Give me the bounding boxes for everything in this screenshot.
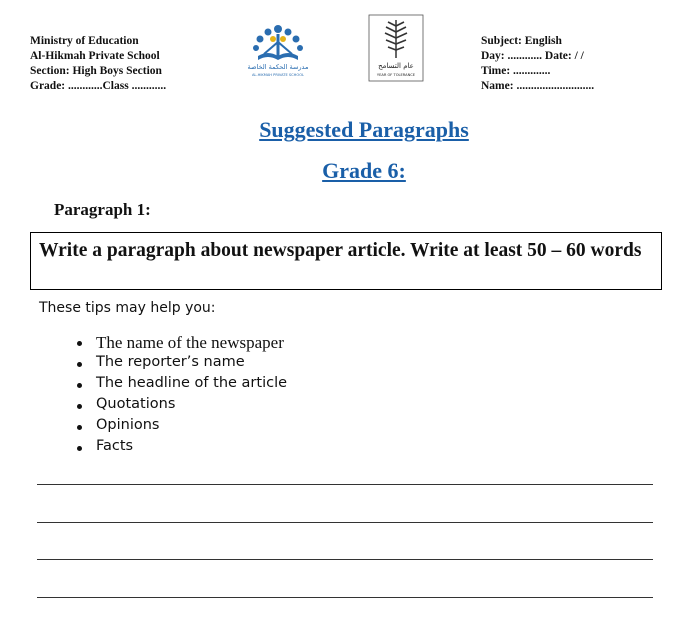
tips-list	[75, 333, 287, 459]
year-of-tolerance-logo	[368, 14, 424, 82]
writing-line[interactable]	[37, 484, 653, 485]
list-item: The name of the newspaper	[75, 333, 287, 354]
tolerance-arabic: عام التسامح	[378, 62, 414, 70]
task-box	[30, 232, 662, 290]
list-item: The reporter’s name	[75, 354, 287, 375]
grade-heading: Grade 6:	[322, 158, 406, 183]
grade-class-line: Grade: ............Class ............	[30, 80, 167, 92]
task-text: Write a paragraph about newspaper article. Write at least 50 – 60 words	[39, 240, 642, 261]
subject-line: Subject: English	[481, 35, 562, 47]
tips-intro: These tips may help you:	[39, 300, 216, 316]
list-item: Opinions	[75, 417, 287, 438]
time-line: Time: .............	[481, 65, 551, 77]
section-line: Section: High Boys Section	[30, 65, 162, 77]
day-date-line: Day: ............ Date: / /	[481, 50, 584, 62]
school-line: Al-Hikmah Private School	[30, 50, 160, 62]
paragraph-label: Paragraph 1:	[54, 200, 151, 219]
ministry-line: Ministry of Education	[30, 35, 139, 47]
school-logo	[238, 20, 318, 80]
school-info	[30, 34, 166, 94]
school-logo-english: AL-HIKMAH PRIVATE SCHOOL	[251, 73, 305, 77]
list-item: Facts	[75, 438, 287, 459]
writing-line[interactable]	[37, 522, 653, 523]
list-item: The headline of the article	[75, 375, 287, 396]
tolerance-english: YEAR OF TOLERANCE	[376, 73, 416, 77]
name-line: Name: ...........................	[481, 80, 595, 92]
list-item: Quotations	[75, 396, 287, 417]
writing-line[interactable]	[37, 597, 653, 598]
writing-line[interactable]	[37, 559, 653, 560]
student-info	[481, 34, 594, 94]
page-title: Suggested Paragraphs	[259, 117, 469, 142]
school-logo-arabic: مدرسة الحكمة الخاصة	[247, 63, 309, 71]
